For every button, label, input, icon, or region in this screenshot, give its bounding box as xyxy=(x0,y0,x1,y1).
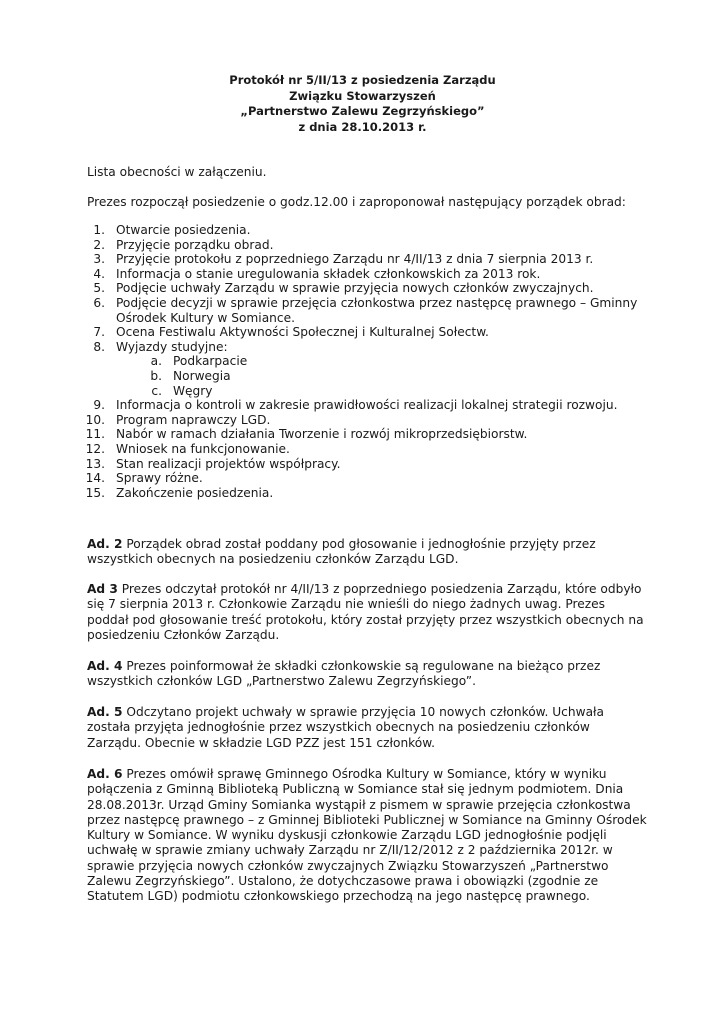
section-ad3: Ad 3 Prezes odczytał protokół nr 4/II/13 z poprzedniego posiedzenia Zarządu, które odbyło się 7 sierpnia 2013 r. Członkowie Zarządu nie wnieśli do niego żadnych uwag. Prezes poddał pod głosowanie treść protokołu, który został przyjęty przez wszystkich obecnych na posiedzeniu Członków Zarządu. xyxy=(87,582,644,642)
list-item: 10. Program naprawczy LGD. xyxy=(85,412,271,427)
list-item: 8. Wyjazdy studyjne: a. Podkarpacie b. Norwegia c. Węgry xyxy=(87,340,656,398)
study-trips-list xyxy=(116,354,656,398)
list-item: 4. Informacja o stanie uregulowania składek członkowskich za 2013 rok. xyxy=(93,266,541,281)
sub-list-item: a. Podkarpacie xyxy=(150,354,248,369)
section-ad5: Ad. 5 Odczytano projekt uchwały w sprawie przyjęcia 10 nowych członków. Uchwała została przyjęta jednogłośnie przez wszystkich obecnych na posiedzeniu członków Zarządu. Obecnie w składzie LGD PZZ jest 151 członków. xyxy=(87,705,604,750)
section-ad6: Ad. 6 Prezes omówił sprawę Gminnego Ośrodka Kultury w Somiance, który w wyniku połączenia z Gminną Biblioteką Publiczną w Somiance stał się jednym podmiotem. Dnia 28.08.2013r. Urząd Gminy Somianka wystąpił z pismem w sprawie przejęcia członkostwa przez następcę prawnego – z Gminnej Biblioteki Publicznej w Somiance na Gminny Ośrodek Kultury w Somiance. W wyniku dyskusji członkowie Zarządu LGD jednogłośnie podjęli uchwałę w sprawie zmiany uchwały Zarządu nr Z/II/12/2012 z 2 października 2012r. w sprawie przyjęcia nowych członków zwyczajnych Związku Stowarzyszeń „Partnerstwo Zalewu Zegrzyńskiego”. Ustalono, że dotychczasowe prawa i obowiązki (zgodnie ze Statutem LGD) podmiotu członkowskiego przechodzą na jego następcę prawnego. xyxy=(87,767,647,904)
list-item: 1. Otwarcie posiedzenia. xyxy=(93,223,251,237)
attendance-note: Lista obecności w załączeniu. xyxy=(87,165,267,179)
sub-list-item: b. Norwegia xyxy=(150,368,231,383)
section-label: Ad 3 xyxy=(87,582,118,596)
title-line-3: „Partnerstwo Zalewu Zegrzyńskiego” xyxy=(240,104,485,118)
list-item: 12. Wniosek na funkcjonowanie. xyxy=(85,441,290,456)
list-item: 5. Podjęcie uchwały Zarządu w sprawie przyjęcia nowych członków zwyczajnych. xyxy=(93,281,594,296)
section-label: Ad. 4 xyxy=(87,659,123,673)
list-item: 6. Podjęcie decyzji w sprawie przejęcia członkostwa przez następcę prawnego – Gminny Ośrodek Kultury w Somiance. xyxy=(93,295,638,325)
title-line-2: Związku Stowarzyszeń xyxy=(289,88,436,103)
list-item: 2. Przyjęcie porządku obrad. xyxy=(93,237,274,252)
section-ad2: Ad. 2 Porządek obrad został poddany pod głosowanie i jednogłośnie przyjęty przez wszystkich obecnych na posiedzeniu członków Zarządu LGD. xyxy=(87,537,596,567)
agenda-intro: Prezes rozpoczął posiedzenie o godz.12.00 i zaproponował następujący porządek obrad: xyxy=(87,195,626,209)
section-label: Ad. 6 xyxy=(87,767,123,781)
title-line-1: Protokół nr 5/II/13 z posiedzenia Zarządu xyxy=(229,73,496,87)
section-label: Ad. 2 xyxy=(87,537,123,551)
list-item: 14. Sprawy różne. xyxy=(85,471,203,486)
document-title xyxy=(0,73,725,135)
list-item: 13. Stan realizacji projektów współpracy. xyxy=(85,456,341,471)
section-ad4: Ad. 4 Prezes poinformował że składki członkowskie są regulowane na bieżąco przez wszystkich członków LGD „Partnerstwo Zalewu Zegrzyńskiego”. xyxy=(87,659,601,689)
list-item: 15. Zakończenie posiedzenia. xyxy=(85,485,274,500)
section-label: Ad. 5 xyxy=(87,705,123,719)
list-item: 9. Informacja o kontroli w zakresie prawidłowości realizacji lokalnej strategii rozwoju. xyxy=(93,398,618,413)
list-item: 3. Przyjęcie protokołu z poprzedniego Zarządu nr 4/II/13 z dnia 7 sierpnia 2013 r. xyxy=(93,252,594,267)
list-item: 7. Ocena Festiwalu Aktywności Społecznej i Kulturalnej Sołectw. xyxy=(93,325,489,340)
title-line-4: z dnia 28.10.2013 r. xyxy=(298,119,427,134)
agenda-list xyxy=(87,223,656,500)
list-item: 11. Nabór w ramach działania Tworzenie i rozwój mikroprzedsiębiorstw. xyxy=(85,427,528,442)
sub-list-item: c. Węgry xyxy=(151,383,213,398)
